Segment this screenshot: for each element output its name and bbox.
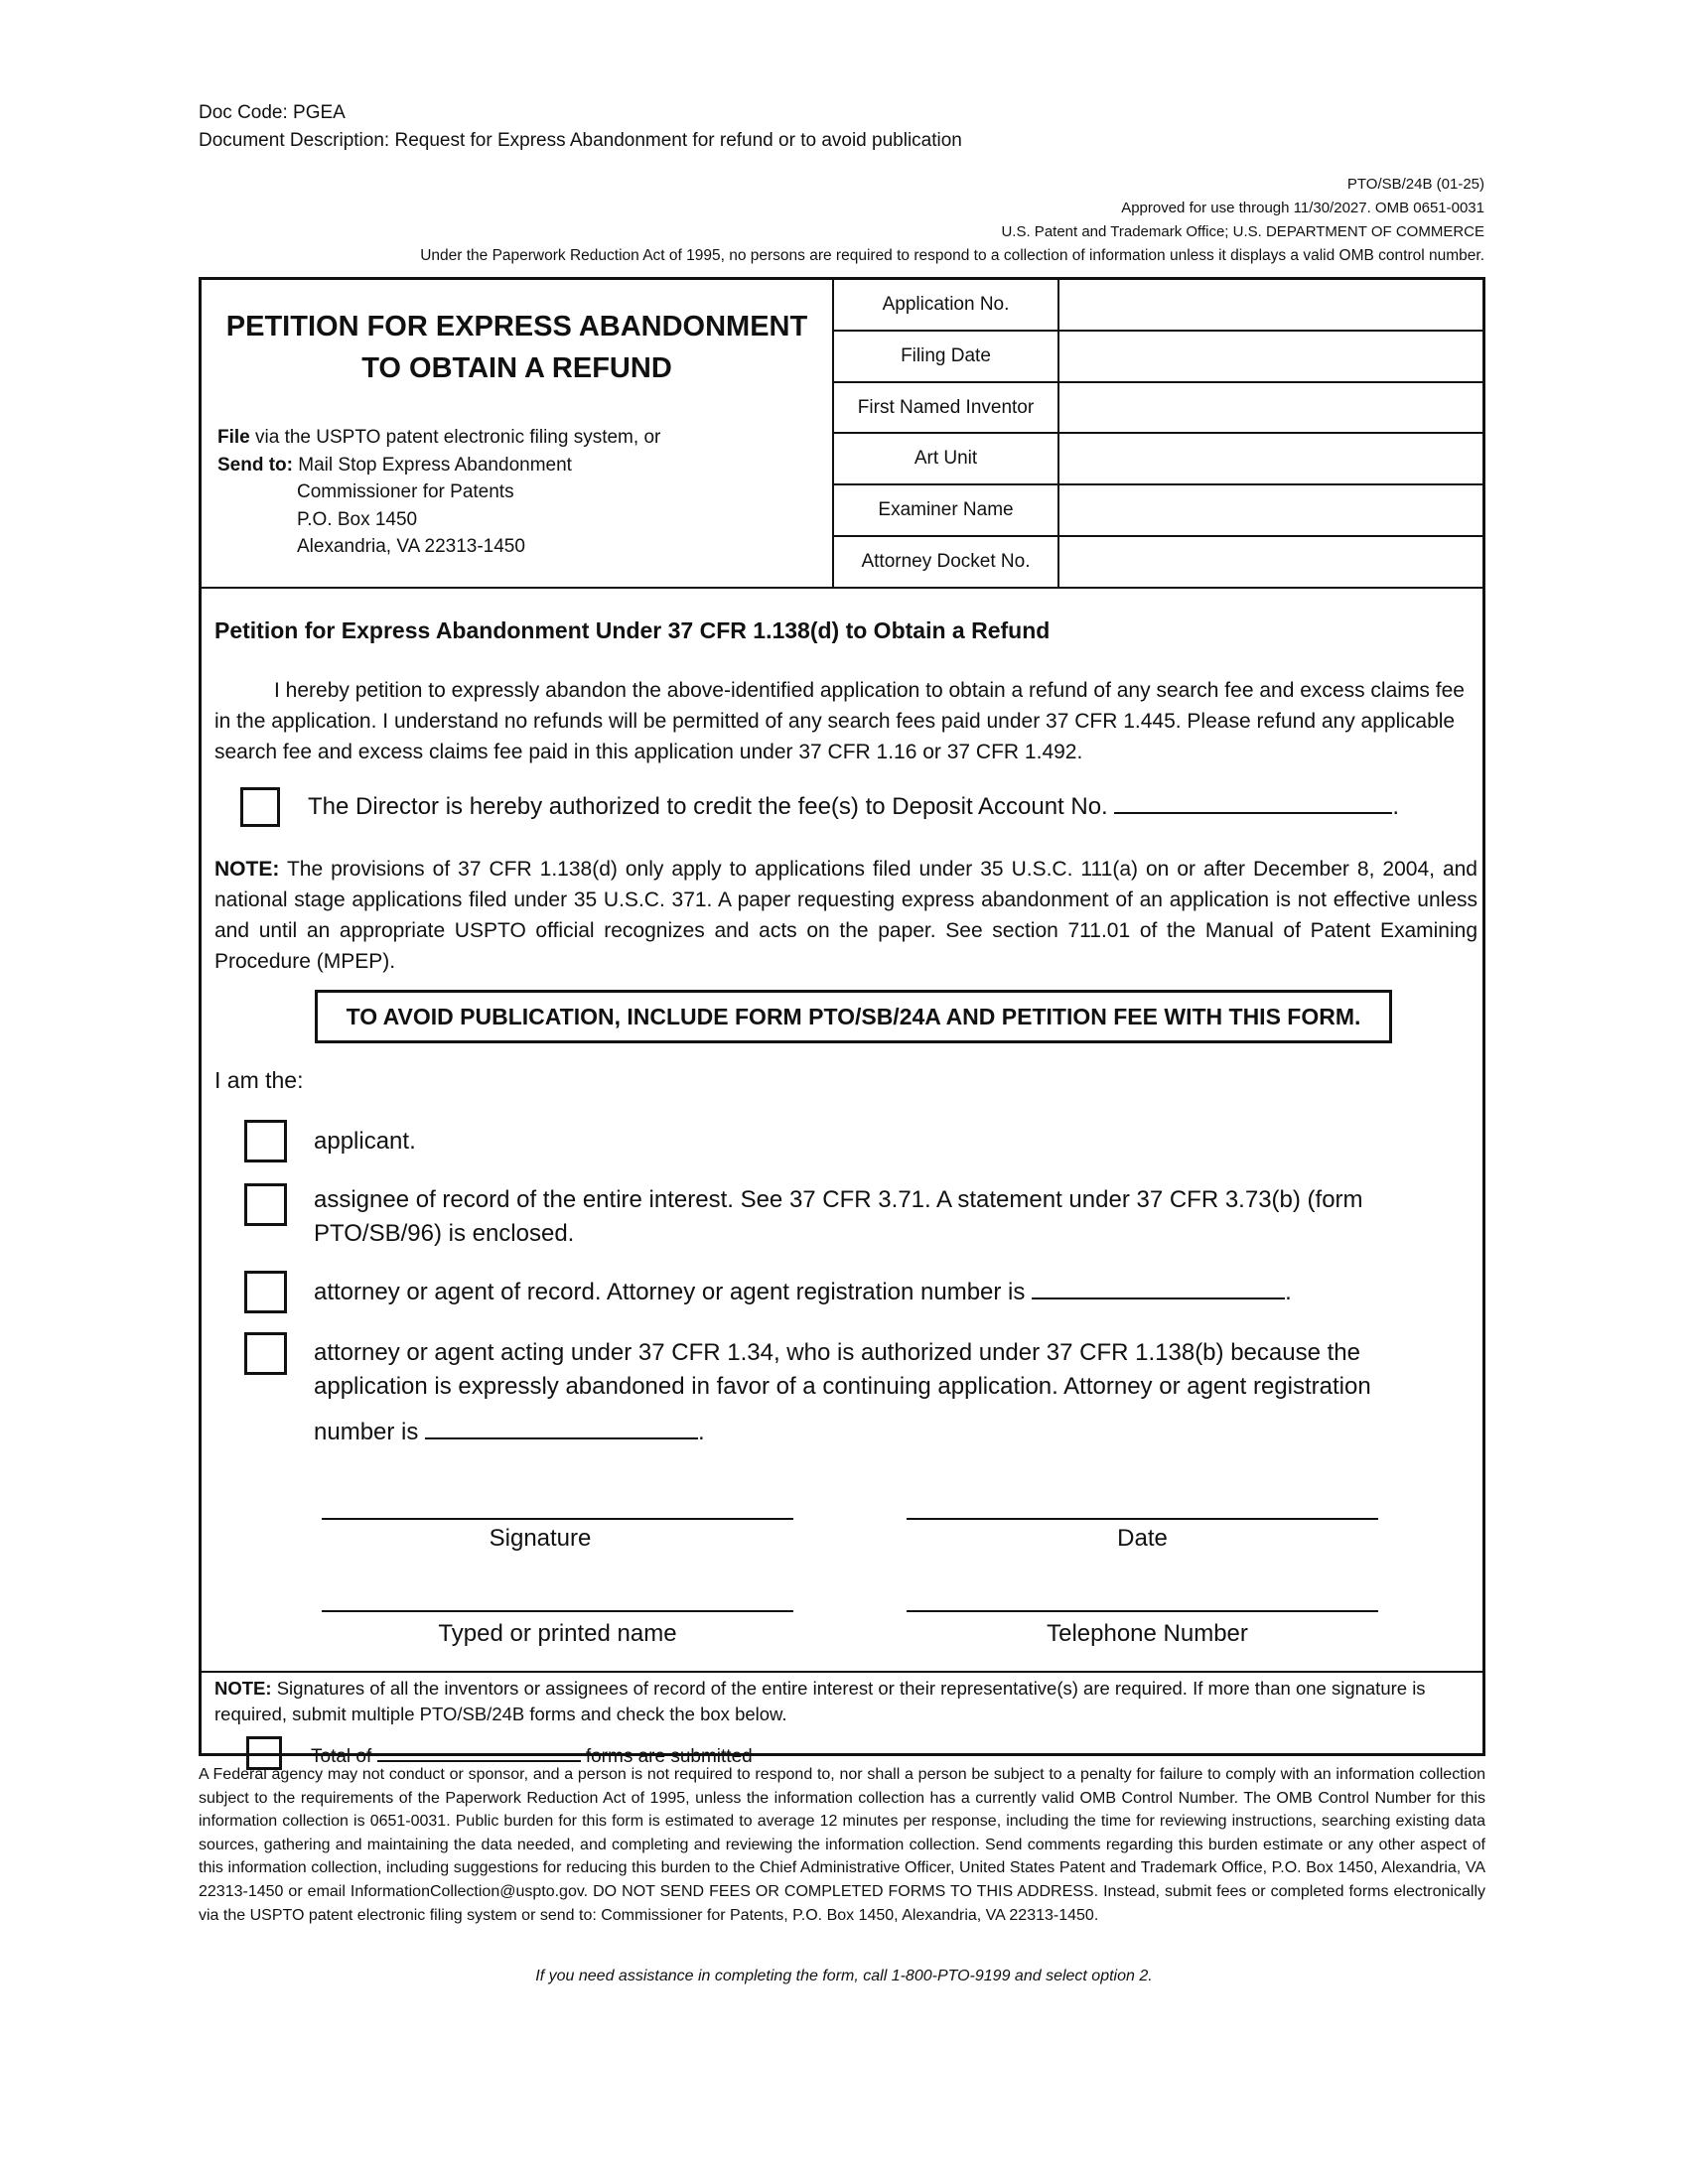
signature-note-text: Signatures of all the inventors or assignees of record of the entire interest or their representative(s) are required. If more than one signature is required, submit multiple PTO/SB/24B forms and check the box below. — [214, 1678, 1426, 1724]
form-box — [199, 277, 1485, 1767]
form-header-section — [202, 280, 1482, 589]
total-forms-prefix: Total of — [311, 1746, 372, 1767]
application-number-field[interactable] — [1058, 280, 1482, 331]
attorney-134-checkbox[interactable] — [244, 1332, 287, 1375]
deposit-account-line — [308, 790, 1399, 824]
attorney-134-line1: attorney or agent acting under 37 CFR 1.34, who is authorized under 37 CFR 1.138(b) because the — [314, 1339, 1360, 1366]
attorney-registration-period: . — [1285, 1279, 1292, 1305]
address-line-1: Commissioner for Patents — [297, 481, 514, 502]
burden-statement: A Federal agency may not conduct or sponsor, and a person is not required to respond to, nor shall a person be subject to a penalty for failure to comply with an information collection subject to the requirements of the Paperwork Reduction Act of 1995, unless the information collection has a currently valid OMB Control Number. The OMB Control Number for this information collection is 0651-0031. Public burden for this form is estimated to average 12 minutes per response, including the time for reviewing instructions, searching existing data sources, gathering and maintaining the data needed, and completing and reviewing the information collection. Send comments regarding this burden estimate or any other aspect of this information collection, including suggestions for reducing this burden to the Chief Administrative Officer, United States Patent and Trademark Office, P.O. Box 1450, Alexandria, VA 22313-1450 or email InformationCollection@uspto.gov. DO NOT SEND FEES OR COMPLETED FORMS TO THIS ADDRESS. Instead, submit fees or completed forms electronically via the USPTO patent electronic filing system or send to: Commissioner for Patents, P.O. Box 1450, Alexandria, VA 22313-1450. — [199, 1766, 1485, 1924]
signature-note-label: NOTE: — [214, 1678, 272, 1699]
art-unit-row — [834, 433, 1482, 484]
attorney-134-line3-row — [314, 1416, 1371, 1449]
application-info-table — [834, 280, 1482, 587]
filing-date-field[interactable] — [1058, 331, 1482, 382]
art-unit-field[interactable] — [1058, 433, 1482, 484]
deposit-account-number-field[interactable] — [1114, 790, 1392, 814]
telephone-label: Telephone Number — [1047, 1620, 1248, 1647]
attorney-134-period: . — [698, 1419, 705, 1445]
deposit-account-text: The Director is hereby authorized to credit the fee(s) to Deposit Account No. — [308, 793, 1108, 820]
attorney-docket-label: Attorney Docket No. — [834, 536, 1058, 587]
filing-date-row — [834, 331, 1482, 382]
assistance-line: If you need assistance in completing the form, call 1-800-PTO-9199 and select option 2. — [535, 1968, 1153, 1984]
document-header — [199, 99, 962, 155]
applicant-checkbox[interactable] — [244, 1120, 287, 1162]
attorney-of-record-label: attorney or agent of record. Attorney or agent registration number is — [314, 1279, 1026, 1305]
attorney-docket-row — [834, 536, 1482, 587]
signature-line[interactable] — [322, 1518, 793, 1520]
attorney-docket-field[interactable] — [1058, 536, 1482, 587]
attorney-registration-number-field[interactable] — [1032, 1276, 1285, 1299]
attorney-134-registration-field[interactable] — [425, 1416, 698, 1439]
applicant-label: applicant. — [314, 1128, 416, 1155]
title-area — [202, 280, 834, 587]
deposit-account-period: . — [1392, 793, 1400, 820]
signature-note-section — [202, 1671, 1482, 1767]
file-label: File — [217, 427, 250, 448]
first-named-inventor-label: First Named Inventor — [834, 382, 1058, 434]
signature-label: Signature — [489, 1525, 592, 1552]
date-label: Date — [1117, 1525, 1168, 1552]
i-am-the-label: I am the: — [214, 1067, 304, 1093]
assignee-label: assignee of record of the entire interest. See 37 CFR 3.71. A statement under 37 CFR 3.73(b) (form PTO/SB/96) is enclosed. — [314, 1186, 1363, 1247]
attorney-of-record-line — [314, 1276, 1292, 1309]
first-named-inventor-row — [834, 382, 1482, 434]
total-forms-field[interactable] — [377, 1742, 581, 1762]
telephone-line[interactable] — [907, 1610, 1378, 1612]
omb-approval: Approved for use through 11/30/2027. OMB 0651-0031 — [1121, 200, 1484, 216]
form-title — [202, 306, 832, 389]
omb-block — [420, 173, 1484, 268]
note-label: NOTE: — [214, 858, 280, 881]
avoid-publication-notice: TO AVOID PUBLICATION, INCLUDE FORM PTO/SB/24A AND PETITION FEE WITH THIS FORM. — [315, 990, 1392, 1043]
examiner-name-row — [834, 484, 1482, 536]
examiner-name-label: Examiner Name — [834, 484, 1058, 536]
doc-code: Doc Code: PGEA — [199, 102, 346, 123]
send-label: Send to: — [217, 454, 293, 476]
omb-office: U.S. Patent and Trademark Office; U.S. DEPARTMENT OF COMMERCE — [1001, 223, 1484, 240]
attorney-134-label — [314, 1336, 1371, 1449]
typed-name-label: Typed or printed name — [438, 1620, 677, 1647]
application-number-label: Application No. — [834, 280, 1058, 331]
petition-heading: Petition for Express Abandonment Under 37 CFR 1.138(d) to Obtain a Refund — [214, 617, 1051, 643]
form-title-line1: PETITION FOR EXPRESS ABANDONMENT — [225, 311, 808, 342]
attorney-134-line3: number is — [314, 1419, 419, 1445]
assignee-checkbox[interactable] — [244, 1183, 287, 1226]
doc-description: Document Description: Request for Express Abandonment for refund or to avoid publication — [199, 130, 962, 151]
note-paragraph — [214, 854, 1477, 977]
form-title-line2: TO OBTAIN A REFUND — [361, 352, 672, 384]
date-line[interactable] — [907, 1518, 1378, 1520]
examiner-name-field[interactable] — [1058, 484, 1482, 536]
deposit-account-checkbox[interactable] — [240, 787, 280, 827]
address-line-2: P.O. Box 1450 — [297, 508, 418, 530]
attorney-of-record-checkbox[interactable] — [244, 1271, 287, 1313]
first-named-inventor-field[interactable] — [1058, 382, 1482, 434]
attorney-134-line2: application is expressly abandoned in favor of a continuing application. Attorney or agent registration — [314, 1373, 1371, 1400]
total-forms-suffix: forms are submitted — [585, 1746, 753, 1767]
file-text: via the USPTO patent electronic filing system, or — [249, 427, 661, 448]
note-text: The provisions of 37 CFR 1.138(d) only apply to applications filed under 35 U.S.C. 111(a) on or after December 8, 2004, and national stage applications filed under 35 U.S.C. 371. A paper requesting express abandonment of an application is not effective unless and until an appropriate USPTO official recognizes and acts on the paper. See section 711.01 of the Manual of Patent Examining Procedure (MPEP). — [214, 858, 1477, 973]
application-number-row — [834, 280, 1482, 331]
address-line-3: Alexandria, VA 22313-1450 — [297, 536, 525, 557]
form-number: PTO/SB/24B (01-25) — [1346, 176, 1484, 193]
signature-note — [214, 1676, 1476, 1727]
typed-name-line[interactable] — [322, 1610, 793, 1612]
filing-date-label: Filing Date — [834, 331, 1058, 382]
art-unit-label: Art Unit — [834, 433, 1058, 484]
petition-body: I hereby petition to expressly abandon the above-identified application to obtain a refund of any search fee and excess claims fee in the application. I understand no refunds will be permitted of any search fees paid under 37 CFR 1.445. Please refund any applicable search fee and excess claims fee paid in this application under 37 CFR 1.16 or 37 CFR 1.492. — [214, 679, 1465, 763]
send-text: Mail Stop Express Abandonment — [293, 454, 572, 476]
paperwork-notice: Under the Paperwork Reduction Act of 1995, no persons are required to respond to a collection of information unless it displays a valid OMB control number. — [420, 247, 1484, 264]
filing-instructions — [217, 424, 660, 561]
